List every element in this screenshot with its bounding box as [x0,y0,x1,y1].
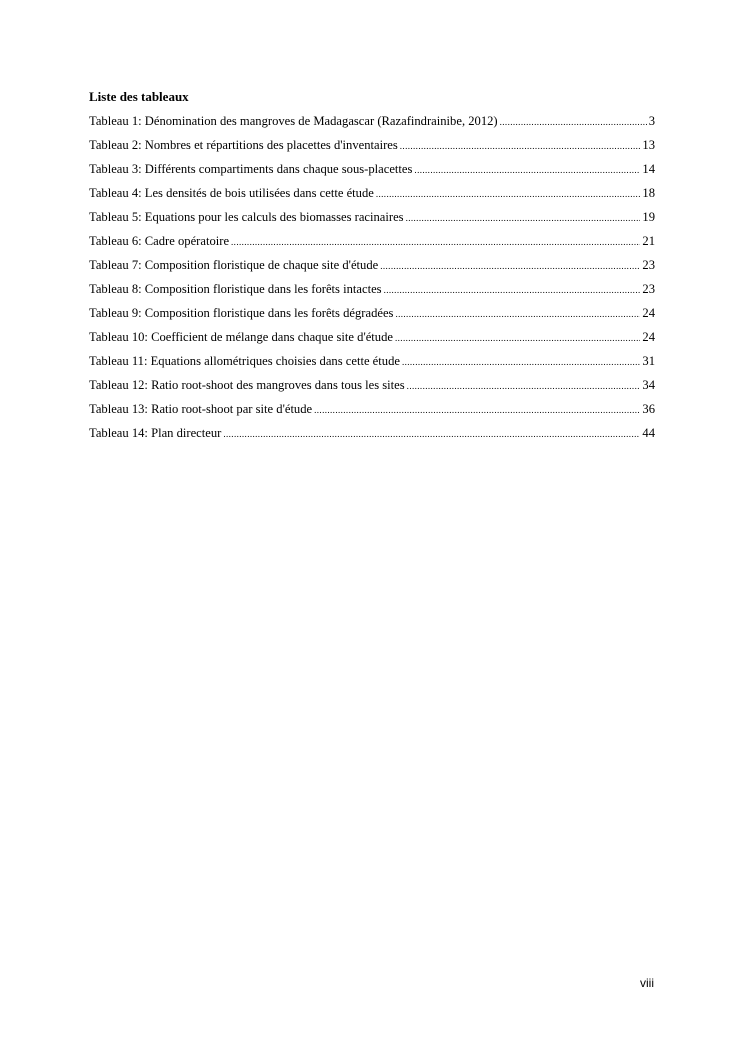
toc-entry-page: 19 [642,210,655,224]
list-of-tables-heading: Liste des tableaux [89,89,189,104]
toc-entry[interactable] [89,329,655,353]
toc-entry-page: 31 [642,354,655,368]
toc-entry-label: Tableau 4: Les densités de bois utilisées dans cette étude [89,186,374,200]
toc-dot-leader [376,186,641,202]
toc-entry-label: Tableau 11: Equations allométriques choisies dans cette étude [89,354,400,368]
toc-entry-page: 44 [642,426,655,440]
toc-entry-label: Tableau 8: Composition floristique dans les forêts intactes [89,282,382,296]
toc-dot-leader [314,402,640,418]
toc-entry-page: 24 [642,306,655,320]
toc-entry-label: Tableau 7: Composition floristique de chaque site d'étude [89,258,379,272]
toc-entry-label: Tableau 14: Plan directeur [89,426,222,440]
toc-dot-leader [384,282,641,298]
toc-entry[interactable] [89,281,655,305]
toc-entry-page: 36 [642,402,655,416]
toc-entry[interactable] [89,305,655,329]
toc-entry[interactable] [89,425,655,449]
toc-dot-leader [400,138,641,154]
toc-entry[interactable] [89,353,655,377]
toc-entry[interactable] [89,185,655,209]
toc-entry[interactable] [89,113,655,137]
toc-entry-page: 13 [642,138,655,152]
toc-entry-page: 23 [642,282,655,296]
toc-dot-leader [406,210,641,226]
toc-entry-label: Tableau 13: Ratio root-shoot par site d'étude [89,402,313,416]
toc-entry[interactable] [89,161,655,185]
toc-dot-leader [380,258,640,274]
toc-dot-leader [395,330,640,346]
toc-entry-label: Tableau 5: Equations pour les calculs des biomasses racinaires [89,210,404,224]
toc-entry-page: 23 [642,258,655,272]
toc-dot-leader [231,234,640,250]
toc-entry-label: Tableau 1: Dénomination des mangroves de Madagascar (Razafindrainibe, 2012) [89,114,498,128]
toc-entry-label: Tableau 9: Composition floristique dans les forêts dégradées [89,306,394,320]
toc-dot-leader [500,114,647,130]
toc-dot-leader [414,162,640,178]
toc-entry-page: 34 [642,378,655,392]
toc-entry-label: Tableau 2: Nombres et répartitions des placettes d'inventaires [89,138,398,152]
toc-entry-page: 3 [648,114,655,128]
toc-entry-label: Tableau 12: Ratio root-shoot des mangroves dans tous les sites [89,378,405,392]
toc-entry[interactable] [89,401,655,425]
toc-entry-label: Tableau 6: Cadre opératoire [89,234,230,248]
toc-entry-page: 14 [642,162,655,176]
toc-dot-leader [402,354,640,370]
toc-entry-label: Tableau 3: Différents compartiments dans chaque sous-placettes [89,162,413,176]
page-number: viii [640,976,654,990]
toc-entry[interactable] [89,137,655,161]
toc-entry-page: 21 [642,234,655,248]
toc-entry[interactable] [89,209,655,233]
toc-dot-leader [407,378,641,394]
toc-dot-leader [395,306,640,322]
toc-entry-label: Tableau 10: Coefficient de mélange dans chaque site d'étude [89,330,393,344]
toc-dot-leader [223,426,640,442]
toc-entry-page: 24 [642,330,655,344]
toc-entry[interactable] [89,257,655,281]
list-of-tables [89,113,655,449]
toc-entry-page: 18 [642,186,655,200]
toc-entry[interactable] [89,377,655,401]
toc-entry[interactable] [89,233,655,257]
